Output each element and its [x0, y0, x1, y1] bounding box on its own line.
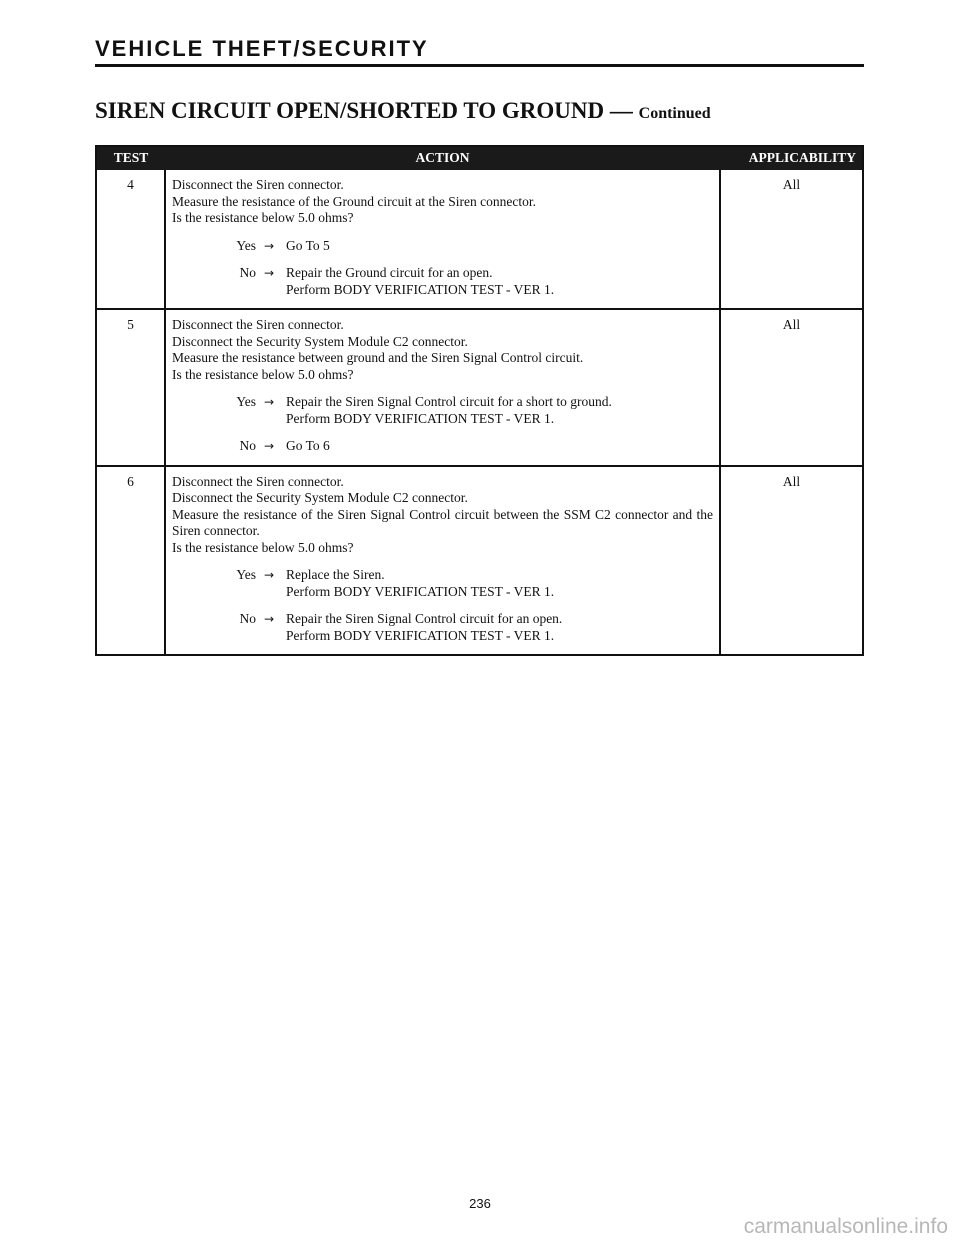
action-question: Is the resistance below 5.0 ohms? — [172, 539, 354, 555]
action-step: Disconnect the Siren connector. — [172, 177, 344, 192]
test-number: 4 — [96, 170, 165, 309]
column-header-test: TEST — [96, 146, 165, 170]
arrow-right-icon: → — [264, 568, 275, 582]
yes-outcome — [172, 394, 713, 427]
applicability-value: All — [720, 466, 863, 656]
action-step: Disconnect the Siren connector. — [172, 473, 344, 489]
page-number: 236 — [469, 1196, 491, 1211]
yes-outcome — [172, 567, 713, 600]
table-row — [96, 170, 863, 309]
yes-result — [278, 394, 713, 427]
action-cell — [165, 466, 720, 656]
continued-label: Continued — [638, 105, 711, 122]
no-outcome — [172, 438, 713, 455]
test-number: 5 — [96, 309, 165, 466]
yes-label: Yes — [236, 394, 256, 409]
result-line: Perform BODY VERIFICATION TEST - VER 1. — [286, 627, 555, 643]
result-line: Repair the Siren Signal Control circuit for an open. — [286, 611, 563, 626]
no-label: No — [239, 265, 256, 280]
result-line: Repair the Siren Signal Control circuit for a short to ground. — [286, 394, 612, 409]
table-row — [96, 309, 863, 466]
action-cell — [165, 170, 720, 309]
result-line: Go To 6 — [286, 438, 330, 453]
no-result — [278, 438, 713, 455]
action-step: Measure the resistance of the Ground circuit at the Siren connector. — [172, 193, 536, 209]
yes-result — [278, 238, 713, 255]
diagnostic-test-table — [95, 145, 864, 656]
no-label: No — [239, 438, 256, 453]
header-rule — [95, 64, 864, 67]
no-result — [278, 265, 713, 298]
action-question: Is the resistance below 5.0 ohms? — [172, 210, 354, 225]
action-cell — [165, 309, 720, 466]
result-line: Perform BODY VERIFICATION TEST - VER 1. — [286, 410, 555, 426]
applicability-value: All — [782, 177, 801, 192]
yes-label: Yes — [236, 237, 256, 253]
action-step: Measure the resistance of the Siren Signal Control circuit between the SSM C2 connector and the Siren connector. — [172, 506, 713, 538]
arrow-right-icon: → — [264, 266, 275, 280]
result-line: Perform BODY VERIFICATION TEST - VER 1. — [286, 281, 555, 297]
page-header-title: VEHICLE THEFT/SECURITY — [95, 36, 429, 61]
action-question: Is the resistance below 5.0 ohms? — [172, 366, 354, 382]
yes-label: Yes — [236, 567, 256, 582]
applicability-value: All — [720, 309, 863, 466]
yes-outcome — [172, 238, 713, 255]
arrow-right-icon: → — [264, 612, 275, 626]
result-line: Replace the Siren. — [286, 567, 385, 582]
result-line: Perform BODY VERIFICATION TEST - VER 1. — [286, 583, 555, 599]
yes-result — [278, 567, 713, 600]
section-title-text: SIREN CIRCUIT OPEN/SHORTED TO GROUND — — [95, 98, 633, 123]
action-step: Disconnect the Siren connector. — [172, 317, 344, 332]
arrow-right-icon: → — [264, 238, 275, 253]
action-step: Measure the resistance between ground and the Siren Signal Control circuit. — [172, 350, 584, 365]
column-header-action: ACTION — [165, 146, 720, 170]
no-result — [278, 611, 713, 644]
action-step: Disconnect the Security System Module C2 connector. — [172, 333, 468, 349]
section-title — [95, 98, 711, 124]
no-outcome — [172, 611, 713, 644]
result-line: Go To 5 — [286, 237, 330, 253]
table-header-row — [96, 146, 863, 170]
table-row — [96, 466, 863, 656]
test-number: 6 — [96, 466, 165, 656]
result-line: Repair the Ground circuit for an open. — [286, 265, 493, 280]
no-outcome — [172, 265, 713, 298]
no-label: No — [239, 611, 256, 626]
column-header-applicability: APPLICABILITY — [720, 146, 863, 170]
watermark-link[interactable]: carmanualsonline.info — [743, 1215, 948, 1238]
arrow-right-icon: → — [264, 395, 275, 409]
arrow-right-icon: → — [264, 439, 275, 453]
action-step: Disconnect the Security System Module C2 connector. — [172, 490, 468, 505]
